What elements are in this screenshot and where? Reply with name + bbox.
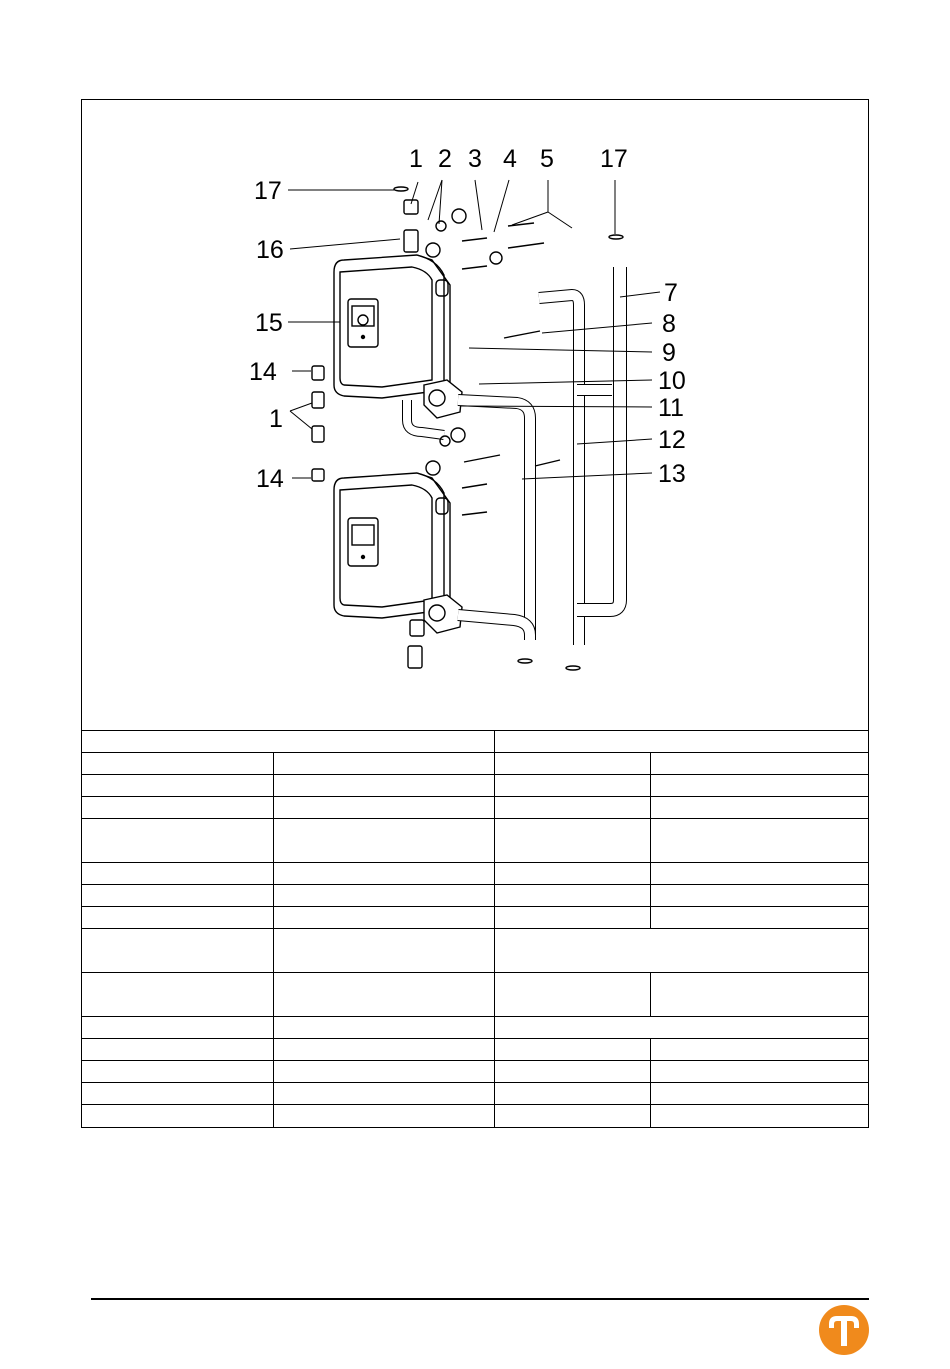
callout-13: 13 <box>658 460 686 488</box>
table-cell <box>650 753 869 775</box>
callout-7: 7 <box>664 279 678 307</box>
callout-14-bottom: 14 <box>256 465 284 493</box>
table-cell <box>494 753 650 775</box>
table-cell <box>82 731 494 753</box>
table-cell <box>650 907 869 929</box>
table-cell <box>82 1083 273 1105</box>
table-cell <box>82 863 273 885</box>
table-cell <box>273 1017 494 1039</box>
table-cell <box>650 797 869 819</box>
table-cell <box>82 819 273 863</box>
callout-5: 5 <box>540 145 554 173</box>
figure-frame <box>81 99 869 1128</box>
lower-pump <box>424 595 462 633</box>
exploded-view-diagram <box>82 100 870 730</box>
callout-2: 2 <box>438 145 452 173</box>
table-cell <box>82 753 273 775</box>
table-cell <box>82 885 273 907</box>
table-row <box>82 1039 869 1061</box>
table-cell <box>82 1017 273 1039</box>
table-cell <box>650 863 869 885</box>
table-cell <box>273 907 494 929</box>
table-cell <box>494 929 869 973</box>
table-row <box>82 753 869 775</box>
table-cell <box>494 1083 650 1105</box>
callout-3: 3 <box>468 145 482 173</box>
table-cell <box>494 885 650 907</box>
table-row <box>82 885 869 907</box>
table-cell <box>494 731 869 753</box>
table-cell <box>650 885 869 907</box>
table-row <box>82 1083 869 1105</box>
table-cell <box>494 907 650 929</box>
table-cell <box>650 775 869 797</box>
table-cell <box>82 1105 273 1127</box>
table-row <box>82 1061 869 1083</box>
table-cell <box>494 797 650 819</box>
table-row <box>82 731 869 753</box>
table-cell <box>273 929 494 973</box>
table-cell <box>650 1061 869 1083</box>
table-cell <box>494 1061 650 1083</box>
table-cell <box>82 929 273 973</box>
table-cell <box>650 1039 869 1061</box>
table-cell <box>650 819 869 863</box>
table-cell <box>650 1105 869 1127</box>
table-cell <box>494 973 650 1017</box>
callout-15: 15 <box>255 309 283 337</box>
table-cell <box>494 1105 650 1127</box>
callout-9: 9 <box>662 339 676 367</box>
table-cell <box>273 1105 494 1127</box>
callout-4: 4 <box>503 145 517 173</box>
table-cell <box>494 1017 869 1039</box>
table-cell <box>650 1083 869 1105</box>
callout-17-right: 17 <box>600 145 628 173</box>
table-row <box>82 1017 869 1039</box>
table-row <box>82 1105 869 1127</box>
table-row <box>82 819 869 863</box>
table-cell <box>273 819 494 863</box>
callout-14-top: 14 <box>249 358 277 386</box>
table-cell <box>82 973 273 1017</box>
table-row <box>82 775 869 797</box>
callout-10: 10 <box>658 367 686 395</box>
table-cell <box>273 973 494 1017</box>
callout-12: 12 <box>658 426 686 454</box>
table-cell <box>494 1039 650 1061</box>
lower-control-unit <box>334 473 450 618</box>
callout-1-top: 1 <box>409 145 423 173</box>
table-row <box>82 929 869 973</box>
table-row <box>82 863 869 885</box>
footer-rule <box>91 1298 869 1300</box>
callout-11: 11 <box>658 394 684 422</box>
table-cell <box>82 1061 273 1083</box>
table-cell <box>273 1061 494 1083</box>
table-cell <box>273 775 494 797</box>
table-cell <box>494 819 650 863</box>
table-cell <box>82 907 273 929</box>
table-cell <box>82 1039 273 1061</box>
brand-logo-icon <box>818 1304 870 1356</box>
callout-1-left: 1 <box>269 405 283 433</box>
callout-17-left: 17 <box>254 177 282 205</box>
table-row <box>82 797 869 819</box>
table-cell <box>650 973 869 1017</box>
callout-8: 8 <box>662 310 676 338</box>
table-row <box>82 973 869 1017</box>
table-cell <box>273 863 494 885</box>
parts-spec-table <box>82 730 869 1127</box>
table-cell <box>273 797 494 819</box>
table-cell <box>273 1083 494 1105</box>
table-row <box>82 907 869 929</box>
table-cell <box>494 863 650 885</box>
table-cell <box>494 775 650 797</box>
table-cell <box>82 797 273 819</box>
table-cell <box>273 885 494 907</box>
table-cell <box>273 753 494 775</box>
upper-control-unit <box>334 255 450 398</box>
table-cell <box>273 1039 494 1061</box>
table-cell <box>82 775 273 797</box>
upper-pump <box>424 380 462 418</box>
callout-16: 16 <box>256 236 284 264</box>
